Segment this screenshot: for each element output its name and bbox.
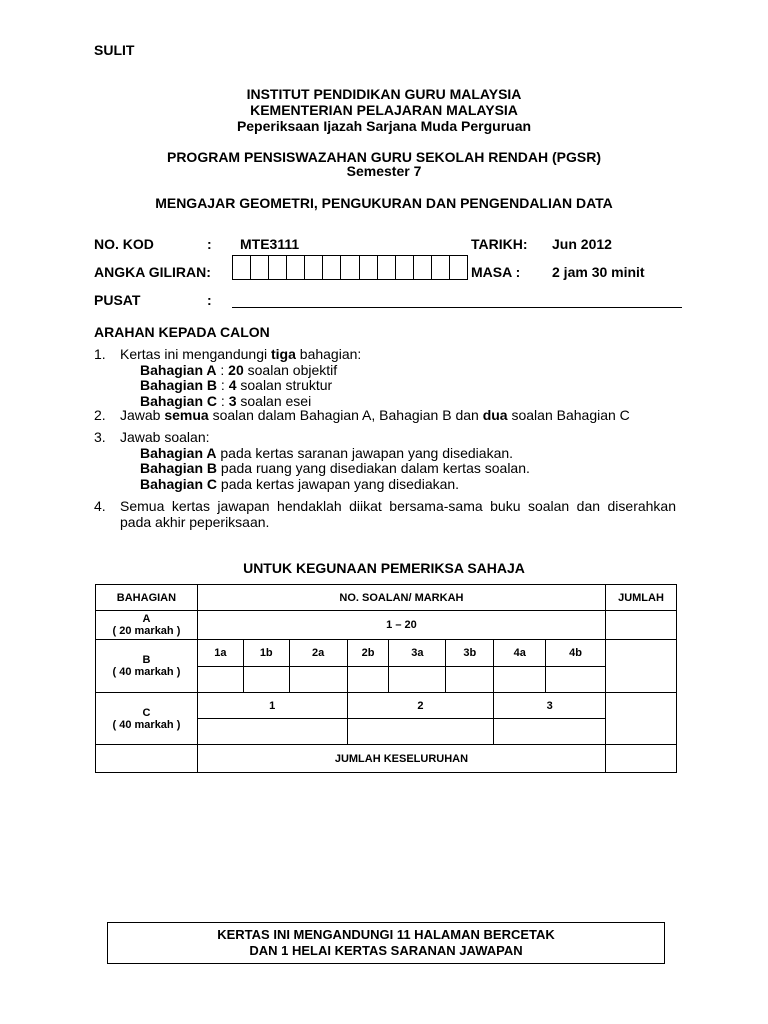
section-b-marks: ( 40 markah ) [112, 666, 181, 678]
section-b-name: B [142, 654, 151, 666]
instruction-emphasis: semua [164, 407, 209, 423]
section-c-cell [96, 693, 198, 745]
section-a-marks: ( 20 markah ) [112, 625, 181, 637]
page-count-notice [107, 922, 665, 964]
question-label: 4b [546, 640, 606, 667]
giliran-cell[interactable] [360, 256, 378, 279]
instruction-number: 3. [94, 429, 106, 445]
semester-label: Semester 7 [346, 163, 422, 179]
giliran-cell[interactable] [450, 256, 467, 279]
pusat-colon: : [207, 292, 212, 308]
grand-total-cell[interactable] [606, 745, 677, 773]
separator: : [217, 377, 229, 393]
section-a-answer-place: pada kertas saranan jawapan yang disediakan. [216, 444, 514, 461]
empty-cell [96, 745, 198, 773]
tarikh-value: Jun 2012 [552, 236, 612, 252]
section-a-name: A [142, 613, 151, 625]
header-bahagian: BAHAGIAN [96, 585, 198, 611]
section-b-cell [96, 640, 198, 693]
mark-cell[interactable] [494, 719, 606, 745]
examiner-marks-table [95, 584, 677, 773]
instruction-emphasis: tiga [271, 346, 296, 362]
giliran-cell[interactable] [432, 256, 450, 279]
instruction-number: 2. [94, 407, 106, 423]
header-soalan: NO. SOALAN/ MARKAH [197, 585, 605, 611]
instruction-text: soalan Bahagian C [507, 407, 630, 423]
mark-cell[interactable] [494, 667, 546, 693]
section-a-label: Bahagian A [140, 361, 217, 378]
grand-total-label: JUMLAH KESELURUHAN [197, 745, 605, 773]
section-c-marks: ( 40 markah ) [112, 718, 181, 731]
section-b-count: 4 [228, 377, 237, 393]
ministry-name: KEMENTERIAN PELAJARAN MALAYSIA [250, 102, 518, 118]
question-label: 4a [494, 640, 546, 667]
section-a-count: 20 [228, 361, 244, 378]
question-label: 2b [347, 640, 389, 667]
mark-cell[interactable] [347, 667, 389, 693]
section-c-total-cell[interactable] [606, 693, 677, 745]
institute-name: INSTITUT PENDIDIKAN GURU MALAYSIA [246, 86, 522, 102]
masa-value: 2 jam 30 minit [552, 264, 645, 280]
separator: : [217, 392, 229, 409]
instruction-text: bahagian: [295, 346, 362, 362]
section-a-range: 1 – 20 [197, 611, 605, 640]
section-a-type: soalan objektif [243, 361, 338, 378]
section-b-total-cell[interactable] [606, 640, 677, 693]
giliran-cell[interactable] [287, 256, 305, 279]
examiner-title: UNTUK KEGUNAAN PEMERIKSA SAHAJA [243, 560, 525, 576]
mark-cell[interactable] [446, 667, 494, 693]
mark-cell[interactable] [289, 667, 347, 693]
instruction-text: Jawab soalan: [120, 429, 210, 445]
instruction-number: 1. [94, 346, 106, 362]
giliran-cell[interactable] [396, 256, 414, 279]
section-b-answer-place: pada ruang yang disediakan dalam kertas soalan. [217, 460, 530, 476]
section-c-name: C [142, 706, 151, 719]
instruction-emphasis: dua [482, 407, 508, 423]
giliran-input-boxes[interactable] [232, 255, 468, 280]
giliran-cell[interactable] [269, 256, 287, 279]
pusat-input-line[interactable] [232, 307, 682, 308]
section-b-label: Bahagian B [140, 460, 218, 476]
instruction-2 [94, 408, 676, 424]
instruction-text: Jawab [120, 407, 165, 423]
giliran-cell[interactable] [378, 256, 396, 279]
question-label: 1 [197, 693, 347, 719]
mark-cell[interactable] [546, 667, 606, 693]
mark-cell[interactable] [389, 667, 446, 693]
instruction-1 [94, 347, 676, 409]
giliran-cell[interactable] [233, 256, 251, 279]
instruction-text: Kertas ini mengandungi [120, 346, 271, 362]
section-c-count: 3 [228, 392, 237, 409]
giliran-cell[interactable] [251, 256, 269, 279]
question-label: 2a [289, 640, 347, 667]
giliran-cell[interactable] [341, 256, 359, 279]
instruction-text: soalan dalam Bahagian A, Bahagian B dan [208, 407, 483, 423]
instructions-title: ARAHAN KEPADA CALON [94, 324, 270, 340]
separator: : [216, 361, 229, 378]
question-label: 3 [494, 693, 606, 719]
masa-label: MASA : [471, 264, 521, 280]
instruction-text: Semua kertas jawapan hendaklah diikat bersama-sama buku soalan dan diserahkan pada akhir peperiksaan. [120, 498, 676, 530]
pusat-label: PUSAT [94, 292, 141, 308]
question-label: 1b [243, 640, 289, 667]
mark-cell[interactable] [197, 667, 243, 693]
tarikh-label: TARIKH: [471, 236, 528, 252]
instruction-3 [94, 430, 676, 492]
instruction-4 [94, 499, 676, 530]
section-c-label: Bahagian C [140, 392, 218, 409]
course-title: MENGAJAR GEOMETRI, PENGUKURAN DAN PENGENDALIAN DATA [155, 195, 613, 211]
mark-cell[interactable] [243, 667, 289, 693]
kod-colon: : [207, 236, 212, 252]
mark-cell[interactable] [197, 719, 347, 745]
giliran-cell[interactable] [305, 256, 323, 279]
question-label: 1a [197, 640, 243, 667]
section-a-total-cell[interactable] [606, 611, 677, 640]
section-b-label: Bahagian B [140, 377, 218, 393]
giliran-label: ANGKA GILIRAN: [94, 264, 211, 280]
header-jumlah: JUMLAH [606, 585, 677, 611]
question-label: 3a [389, 640, 446, 667]
page-count-line-2: DAN 1 HELAI KERTAS SARANAN JAWAPAN [249, 943, 523, 958]
page-count-line-1: KERTAS INI MENGANDUNGI 11 HALAMAN BERCETAK [217, 927, 555, 942]
question-label: 2 [347, 693, 494, 719]
giliran-cell[interactable] [323, 256, 341, 279]
section-c-answer-place: pada kertas jawapan yang disediakan. [217, 475, 460, 492]
classification-label: SULIT [94, 42, 135, 58]
mark-cell[interactable] [347, 719, 494, 745]
question-label: 3b [446, 640, 494, 667]
section-a-cell [96, 611, 198, 640]
section-c-label: Bahagian C [140, 475, 218, 492]
instruction-number: 4. [94, 498, 106, 514]
program-name: PROGRAM PENSISWAZAHAN GURU SEKOLAH RENDAH (PGSR) [166, 149, 601, 165]
kod-value: MTE3111 [240, 236, 300, 252]
giliran-cell[interactable] [414, 256, 432, 279]
kod-label: NO. KOD [94, 236, 154, 252]
section-a-label: Bahagian A [140, 444, 217, 461]
section-c-type: soalan esei [236, 392, 312, 409]
exam-name: Peperiksaan Ijazah Sarjana Muda Perguruan [236, 118, 532, 134]
section-b-type: soalan struktur [236, 377, 333, 393]
